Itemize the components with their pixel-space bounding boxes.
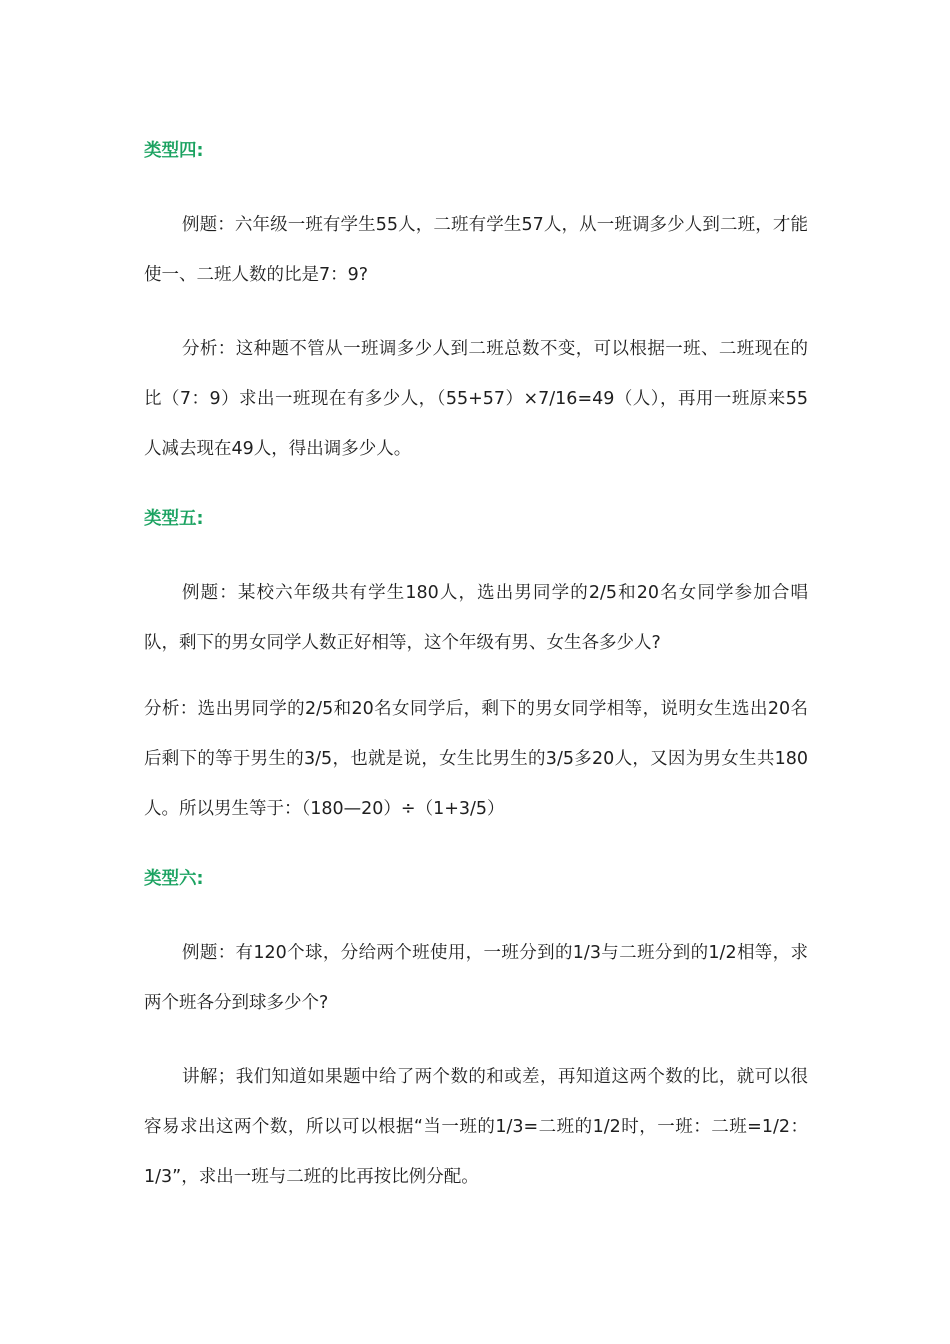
section-type-four [144, 126, 808, 474]
section-heading: 类型四: [144, 141, 204, 161]
section-heading: 类型五: [144, 509, 204, 529]
example-paragraph: 例题：六年级一班有学生55人，二班有学生57人，从一班调多少人到二班，才能使一、二班人数的比是7：9? [144, 215, 808, 285]
example-paragraph: 例题：有120个球，分给两个班使用，一班分到的1/3与二班分到的1/2相等，求两个班各分到球多少个? [144, 943, 808, 1013]
section-type-five [144, 494, 808, 834]
analysis-paragraph: 分析：选出男同学的2/5和20名女同学后，剩下的男女同学相等，说明女生选出20名后剩下的等于男生的3/5，也就是说，女生比男生的3/5多20人，又因为男女生共180人。所以男生等于：（180—20）÷（1+3/5） [144, 699, 808, 819]
document-content [144, 126, 808, 1202]
section-type-six [144, 854, 808, 1202]
example-paragraph: 例题：某校六年级共有学生180人，选出男同学的2/5和20名女同学参加合唱队，剩下的男女同学人数正好相等，这个年级有男、女生各多少人? [144, 583, 808, 653]
explanation-paragraph: 讲解；我们知道如果题中给了两个数的和或差，再知道这两个数的比，就可以很容易求出这两个数，所以可以根据“当一班的1/3=二班的1/2时，一班：二班=1/2：1/3”，求出一班与二班的比再按比例分配。 [144, 1067, 808, 1187]
section-heading: 类型六: [144, 869, 204, 889]
analysis-paragraph: 分析：这种题不管从一班调多少人到二班总数不变，可以根据一班、二班现在的比（7：9）求出一班现在有多少人，（55+57）×7/16=49（人），再用一班原来55人减去现在49人，得出调多少人。 [144, 339, 808, 459]
